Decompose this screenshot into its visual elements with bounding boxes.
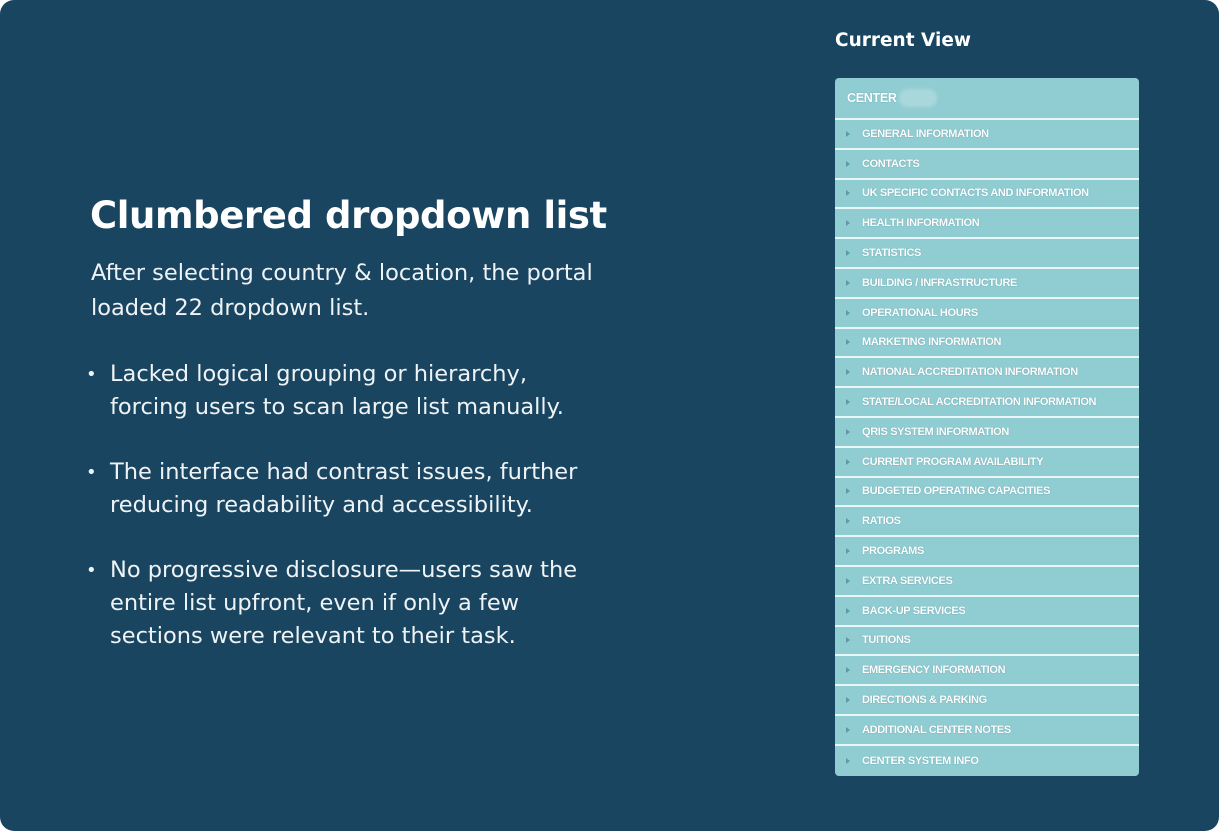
bullet-text: No progressive disclosure—users saw the entire list upfront, even if only a few sections were relevant to their task. — [110, 557, 578, 649]
accordion-item-state-local-accreditation-information[interactable] — [835, 388, 1139, 418]
accordion-item-label: RATIOS — [862, 515, 901, 528]
bullet-text: The interface had contrast issues, further reducing readability and accessibility. — [110, 459, 578, 518]
caret-right-icon — [846, 399, 850, 405]
accordion-item-label: EXTRA SERVICES — [862, 574, 953, 587]
accordion-item-marketing-information[interactable] — [835, 329, 1139, 359]
accordion-item-label: UK SPECIFIC CONTACTS AND INFORMATION — [862, 187, 1089, 200]
accordion-item-national-accreditation-information[interactable] — [835, 358, 1139, 388]
caret-right-icon — [846, 190, 850, 196]
bullet-text: Lacked logical grouping or hierarchy, forcing users to scan large list manually. — [110, 361, 564, 420]
caret-right-icon — [846, 161, 850, 167]
accordion-item-label: GENERAL INFORMATION — [862, 127, 989, 140]
accordion-item-label: BUILDING / INFRASTRUCTURE — [862, 276, 1018, 289]
accordion-item-additional-center-notes[interactable] — [835, 716, 1139, 746]
caret-right-icon — [846, 220, 850, 226]
caret-right-icon — [846, 518, 850, 524]
caret-right-icon — [846, 250, 850, 256]
accordion-item-label: OPERATIONAL HOURS — [862, 306, 978, 319]
accordion-item-programs[interactable] — [835, 537, 1139, 567]
caret-right-icon — [846, 310, 850, 316]
caret-right-icon — [846, 548, 850, 554]
accordion-item-directions-parking[interactable] — [835, 686, 1139, 716]
bullet-item — [86, 358, 606, 424]
caret-right-icon — [846, 339, 850, 345]
accordion-item-building-infrastructure[interactable] — [835, 269, 1139, 299]
bullet-dot-icon: • — [86, 364, 97, 385]
accordion-item-tuitions[interactable] — [835, 627, 1139, 657]
accordion-item-label: DIRECTIONS & PARKING — [862, 694, 987, 707]
accordion-item-general-information[interactable] — [835, 120, 1139, 150]
caret-right-icon — [846, 727, 850, 733]
caret-right-icon — [846, 758, 850, 764]
accordion-item-label: EMERGENCY INFORMATION — [862, 664, 1006, 677]
accordion-item-qris-system-information[interactable] — [835, 418, 1139, 448]
caret-right-icon — [846, 131, 850, 137]
accordion-item-label: MARKETING INFORMATION — [862, 336, 1002, 349]
accordion-item-label: TUITIONS — [862, 634, 911, 647]
accordion-item-label: HEALTH INFORMATION — [862, 217, 980, 230]
panel-heading: Current View — [835, 30, 971, 51]
center-name-label: CENTER — [847, 91, 897, 105]
caret-right-icon — [846, 369, 850, 375]
accordion-item-uk-specific-contacts-and-information[interactable] — [835, 180, 1139, 210]
accordion-item-emergency-information[interactable] — [835, 656, 1139, 686]
caret-right-icon — [846, 637, 850, 643]
accordion-item-ratios[interactable] — [835, 507, 1139, 537]
accordion-item-label: BUDGETED OPERATING CAPACITIES — [862, 485, 1051, 498]
bullet-dot-icon: • — [86, 560, 97, 581]
accordion-item-list — [835, 120, 1139, 776]
dropdown-accordion — [835, 78, 1139, 776]
accordion-item-label: CENTER SYSTEM INFO — [862, 754, 979, 767]
accordion-item-current-program-availability[interactable] — [835, 448, 1139, 478]
accordion-item-center-system-info[interactable] — [835, 746, 1139, 776]
accordion-item-statistics[interactable] — [835, 239, 1139, 269]
caret-right-icon — [846, 667, 850, 673]
bullet-item — [86, 554, 606, 653]
accordion-item-label: CONTACTS — [862, 157, 920, 170]
accordion-item-contacts[interactable] — [835, 150, 1139, 180]
bullet-item — [86, 456, 606, 522]
slide-subtitle: After selecting country & location, the portal loaded 22 dropdown list. — [91, 260, 593, 321]
caret-right-icon — [846, 429, 850, 435]
accordion-item-label: CURRENT PROGRAM AVAILABILITY — [862, 455, 1044, 468]
accordion-item-label: STATE/LOCAL ACCREDITATION INFORMATION — [862, 396, 1097, 409]
slide-title: Clumbered dropdown list — [90, 194, 607, 237]
accordion-item-health-information[interactable] — [835, 209, 1139, 239]
accordion-item-operational-hours[interactable] — [835, 299, 1139, 329]
caret-right-icon — [846, 488, 850, 494]
accordion-item-label: BACK-UP SERVICES — [862, 604, 966, 617]
accordion-item-label: PROGRAMS — [862, 545, 924, 558]
bullet-list — [86, 358, 606, 685]
accordion-item-back-up-services[interactable] — [835, 597, 1139, 627]
caret-right-icon — [846, 608, 850, 614]
accordion-item-budgeted-operating-capacities[interactable] — [835, 478, 1139, 508]
accordion-item-extra-services[interactable] — [835, 567, 1139, 597]
caret-right-icon — [846, 697, 850, 703]
caret-right-icon — [846, 280, 850, 286]
caret-right-icon — [846, 459, 850, 465]
accordion-item-label: QRIS SYSTEM INFORMATION — [862, 425, 1009, 438]
accordion-header — [835, 78, 1139, 120]
accordion-item-label: ADDITIONAL CENTER NOTES — [862, 723, 1011, 736]
redacted-center-name — [899, 89, 937, 107]
bullet-dot-icon: • — [86, 462, 97, 483]
caret-right-icon — [846, 578, 850, 584]
accordion-item-label: STATISTICS — [862, 247, 922, 260]
accordion-item-label: NATIONAL ACCREDITATION INFORMATION — [862, 366, 1078, 379]
